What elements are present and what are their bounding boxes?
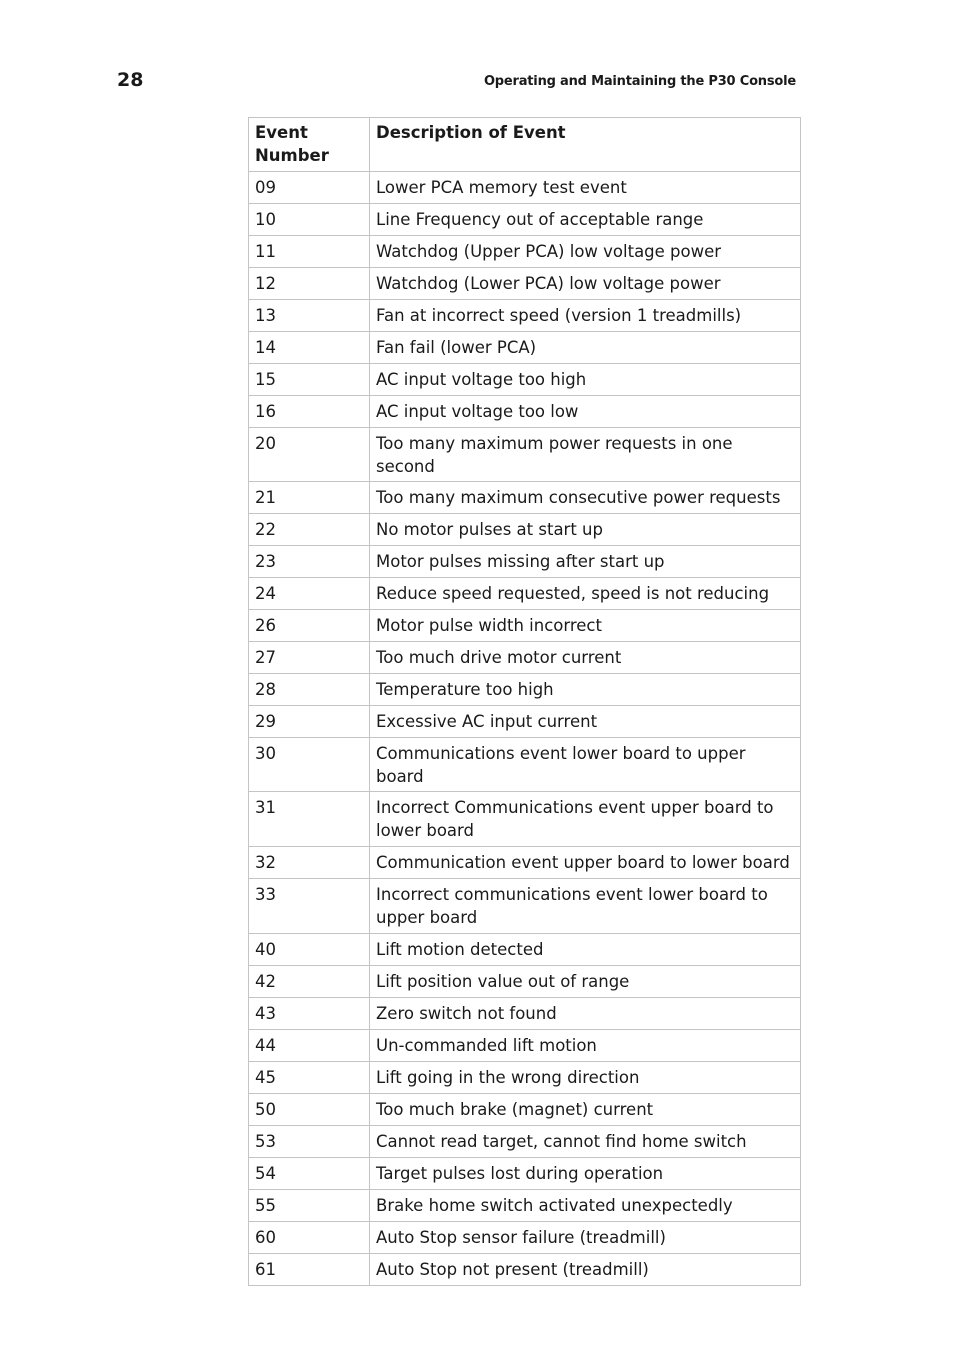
event-description-cell: Watchdog (Lower PCA) low voltage power — [370, 268, 801, 300]
event-number-cell: 29 — [249, 706, 370, 738]
table-row — [249, 1126, 801, 1158]
event-number-cell: 23 — [249, 546, 370, 578]
table-row — [249, 966, 801, 998]
table-row — [249, 236, 801, 268]
event-number-cell: 55 — [249, 1190, 370, 1222]
event-description-cell: Too much brake (magnet) current — [370, 1094, 801, 1126]
table-row — [249, 998, 801, 1030]
event-description-cell: Un-commanded lift motion — [370, 1030, 801, 1062]
event-number-cell: 45 — [249, 1062, 370, 1094]
event-number-cell: 54 — [249, 1158, 370, 1190]
table-row — [249, 1094, 801, 1126]
table-row — [249, 706, 801, 738]
event-number-cell: 33 — [249, 879, 370, 934]
event-number-cell: 24 — [249, 578, 370, 610]
event-number-cell: 31 — [249, 792, 370, 847]
event-description-cell: Cannot read target, cannot find home switch — [370, 1126, 801, 1158]
table-row — [249, 1062, 801, 1094]
column-header-description: Description of Event — [370, 118, 801, 172]
table-row — [249, 847, 801, 879]
event-description-cell: Motor pulse width incorrect — [370, 610, 801, 642]
table-row — [249, 482, 801, 514]
column-header-event-number: Event Number — [249, 118, 370, 172]
event-description-cell: Auto Stop not present (treadmill) — [370, 1254, 801, 1286]
event-number-cell: 27 — [249, 642, 370, 674]
table-row — [249, 268, 801, 300]
event-description-cell: Lift position value out of range — [370, 966, 801, 998]
event-description-cell: Motor pulses missing after start up — [370, 546, 801, 578]
event-number-cell: 26 — [249, 610, 370, 642]
event-number-cell: 20 — [249, 428, 370, 482]
table-row — [249, 300, 801, 332]
table-row — [249, 1030, 801, 1062]
event-number-cell: 13 — [249, 300, 370, 332]
event-number-cell: 16 — [249, 396, 370, 428]
page-number: 28 — [117, 69, 144, 91]
event-description-cell: No motor pulses at start up — [370, 514, 801, 546]
running-header: Operating and Maintaining the P30 Console — [483, 74, 796, 89]
event-number-cell: 53 — [249, 1126, 370, 1158]
event-number-cell: 15 — [249, 364, 370, 396]
event-description-cell: Lower PCA memory test event — [370, 172, 801, 204]
event-number-cell: 50 — [249, 1094, 370, 1126]
table-row — [249, 396, 801, 428]
event-description-cell: Too many maximum consecutive power requests — [370, 482, 801, 514]
event-description-cell: Fan at incorrect speed (version 1 treadmills) — [370, 300, 801, 332]
event-number-cell: 60 — [249, 1222, 370, 1254]
table-row — [249, 792, 801, 847]
table-row — [249, 642, 801, 674]
event-number-cell: 09 — [249, 172, 370, 204]
table-row — [249, 738, 801, 792]
event-number-cell: 11 — [249, 236, 370, 268]
event-number-cell: 44 — [249, 1030, 370, 1062]
event-number-cell: 61 — [249, 1254, 370, 1286]
event-description-cell: AC input voltage too high — [370, 364, 801, 396]
event-number-cell: 10 — [249, 204, 370, 236]
table-row — [249, 1158, 801, 1190]
table-row — [249, 546, 801, 578]
event-description-cell: Temperature too high — [370, 674, 801, 706]
event-description-cell: Too many maximum power requests in one second — [370, 428, 801, 482]
event-description-cell: Lift motion detected — [370, 934, 801, 966]
event-number-cell: 40 — [249, 934, 370, 966]
event-description-cell: Target pulses lost during operation — [370, 1158, 801, 1190]
event-description-cell: AC input voltage too low — [370, 396, 801, 428]
table-row — [249, 1190, 801, 1222]
event-description-cell: Excessive AC input current — [370, 706, 801, 738]
event-rows — [249, 172, 801, 1286]
event-description-cell: Watchdog (Upper PCA) low voltage power — [370, 236, 801, 268]
event-description-cell: Lift going in the wrong direction — [370, 1062, 801, 1094]
event-description-cell: Zero switch not found — [370, 998, 801, 1030]
event-number-cell: 14 — [249, 332, 370, 364]
table-row — [249, 879, 801, 934]
event-number-cell: 32 — [249, 847, 370, 879]
event-description-cell: Incorrect Communications event upper board to lower board — [370, 792, 801, 847]
event-number-cell: 28 — [249, 674, 370, 706]
event-description-cell: Communications event lower board to upper board — [370, 738, 801, 792]
event-number-cell: 21 — [249, 482, 370, 514]
event-number-cell: 22 — [249, 514, 370, 546]
event-description-cell: Reduce speed requested, speed is not reducing — [370, 578, 801, 610]
table-row — [249, 610, 801, 642]
event-description-cell: Brake home switch activated unexpectedly — [370, 1190, 801, 1222]
table-row — [249, 204, 801, 236]
table-header-row — [249, 118, 801, 172]
table-row — [249, 934, 801, 966]
table-row — [249, 674, 801, 706]
event-description-cell: Communication event upper board to lower board — [370, 847, 801, 879]
event-description-cell: Too much drive motor current — [370, 642, 801, 674]
event-description-cell: Fan fail (lower PCA) — [370, 332, 801, 364]
event-number-cell: 42 — [249, 966, 370, 998]
event-table — [248, 117, 801, 1286]
table-row — [249, 364, 801, 396]
table-row — [249, 1222, 801, 1254]
table-row — [249, 172, 801, 204]
table-row — [249, 332, 801, 364]
table-row — [249, 428, 801, 482]
event-description-cell: Incorrect communications event lower board to upper board — [370, 879, 801, 934]
table-row — [249, 1254, 801, 1286]
event-number-cell: 43 — [249, 998, 370, 1030]
table-row — [249, 514, 801, 546]
event-number-cell: 12 — [249, 268, 370, 300]
event-description-cell: Line Frequency out of acceptable range — [370, 204, 801, 236]
event-number-cell: 30 — [249, 738, 370, 792]
table-row — [249, 578, 801, 610]
event-description-cell: Auto Stop sensor failure (treadmill) — [370, 1222, 801, 1254]
